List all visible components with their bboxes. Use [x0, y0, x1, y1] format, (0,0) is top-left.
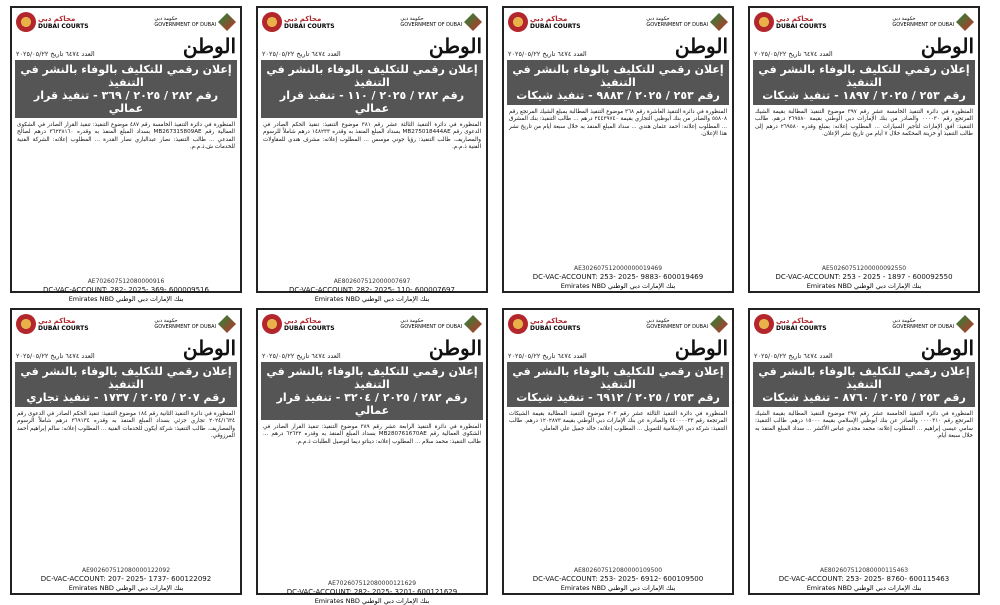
court-logo: محاكم دبي DUBAI COURTS: [508, 12, 581, 32]
court-logo: محاكم دبي DUBAI COURTS: [262, 314, 335, 334]
paper-name: الوطن: [182, 34, 236, 58]
iban-ref: AE802607512080000115463: [819, 567, 909, 574]
account-line: DC-VAC-ACCOUNT: 207- 2025- 1737- 600122092: [40, 575, 212, 583]
court-logo: محاكم دبي DUBAI COURTS: [16, 314, 89, 334]
court-logo: محاكم دبي DUBAI COURTS: [754, 314, 827, 334]
gov-emblem-icon: [710, 315, 728, 333]
bank-line: بنك الإمارات دبي الوطني Emirates NBD: [560, 584, 676, 592]
gov-logo: حكومة دبي GOVERNMENT OF DUBAI: [400, 315, 482, 333]
account-line: DC-VAC-ACCOUNT: 253 - 2025 - 1897 - 600092550: [775, 273, 953, 281]
title-band: إعلان رقمي للتكليف بالوفاء بالنشر في التنفيذ رقم ٢٠٧ / ٢٠٢٥ / ١٧٣٧ - تنفيذ تجاري: [15, 362, 237, 407]
gov-emblem-icon: [710, 13, 728, 31]
paper-name: الوطن: [920, 34, 974, 58]
bank-line: بنك الإمارات دبي الوطني Emirates NBD: [314, 295, 430, 303]
iban-ref: AE802607512000007697: [333, 278, 411, 285]
court-emblem-icon: [16, 12, 36, 32]
title-band: إعلان رقمي للتكليف بالوفاء بالنشر في التنفيذ رقم ٢٥٣ / ٢٠٢٥ / ١٨٩٧ - تنفيذ شيكات: [753, 60, 975, 105]
court-logo: محاكم دبي DUBAI COURTS: [754, 12, 827, 32]
notice-card: [10, 6, 242, 303]
account-line: DC-VAC-ACCOUNT: 253- 2025- 8760- 600115463: [778, 575, 950, 583]
title-band: إعلان رقمي للتكليف بالوفاء بالنشر في التنفيذ رقم ٢٨٢ / ٢٠٢٥ / ٣٦٩ - تنفيذ قرار عمالي: [15, 60, 237, 118]
gov-logo: حكومة دبي GOVERNMENT OF DUBAI: [154, 13, 236, 31]
bank-line: بنك الإمارات دبي الوطني Emirates NBD: [314, 597, 430, 605]
notice-body: المنظورة في دائرة التنفيذ الثالثة عشر رقم ٣٨١ موضوع التنفيذ: تنفيذ الحكم الصادر في الدعوى رقم MB275018444AE بسداد المبلغ المنفذ به وقدره ١٤٨٢٣٣ درهم شاملاً للرسوم والمصاريف. طالب التنفيذ: رؤيا جوني موسس ... المطلوب إعلانه: مشرف هندي للمقاولات الفنية ذ.م.م.: [263, 122, 482, 151]
bank-line: بنك الإمارات دبي الوطني Emirates NBD: [68, 584, 184, 592]
court-logo: محاكم دبي DUBAI COURTS: [16, 12, 89, 32]
notice-body: المنظورة في دائرة التنفيذ الثالثة عشر رقم ٣٠٣ موضوع التنفيذ المطالبة بقيمة الشيكات المرتجعة رقم ٤٤٠٠٠٠٣٣ والصادرة عن بنك الإمارات دبي الوطني بقيمة ١٢٠٢٨٧٣ درهم. طالب التنفيذ: شركة دبي الإسلامية للتمويل ... المطلوب إعلانه: خالد جميل علي العاملي.: [509, 411, 727, 432]
iban-ref: AE902607512080000122092: [81, 567, 171, 574]
gov-logo: حكومة دبي GOVERNMENT OF DUBAI: [892, 13, 974, 31]
paper-name: الوطن: [920, 336, 974, 360]
title-band: إعلان رقمي للتكليف بالوفاء بالنشر في التنفيذ رقم ٢٨٢ / ٢٠٢٥ / ٣٢٠٤ - تنفيذ قرار عمالي: [261, 362, 483, 420]
account-line: DC-VAC-ACCOUNT: 282- 2025- 110- 600007697: [289, 286, 455, 294]
gov-logo: حكومة دبي GOVERNMENT OF DUBAI: [892, 315, 974, 333]
court-emblem-icon: [16, 314, 36, 334]
gov-emblem-icon: [464, 13, 482, 31]
title-band: إعلان رقمي للتكليف بالوفاء بالنشر في التنفيذ رقم ٢٨٢ / ٢٠٢٥ / ١١٠ - تنفيذ قرار عمالي: [261, 60, 483, 118]
paper-name: الوطن: [674, 34, 728, 58]
issue-text: العدد ٦٤٧٤ تاريخ ٢٠٢٥/٠٥/٢٢: [508, 50, 587, 58]
paper-name: الوطن: [428, 34, 482, 58]
iban-ref: AE702607512080000916: [87, 278, 165, 285]
account-line: DC-VAC-ACCOUNT: 253- 2025- 6912- 600109500: [532, 575, 704, 583]
bank-line: بنك الإمارات دبي الوطني Emirates NBD: [806, 584, 922, 592]
notice-body: المنظورة في دائرة التنفيذ الخامسة عشر رقم ٣٩٧ موضوع التنفيذ المطالبة بقيمة الشيك المرتجع رقم ٠٠٠٠٣٠ والصادر من بنك الإمارات دبي الوطني بقيمة ٢٦٩٥٨٠ درهم. طالب التنفيذ: أفق الإمارات لتأجير السيارات ... المطلوب إعلانه: بمبلغ وقدره ٢٦٩٥٨٠ درهم إلى طالب التنفيذ أو خزينة المحكمة خلال ٧ أيام من تاريخ نشر الإعلان.: [755, 109, 974, 138]
bank-line: بنك الإمارات دبي الوطني Emirates NBD: [806, 282, 922, 290]
paper-name: الوطن: [428, 336, 482, 360]
court-emblem-icon: [262, 12, 282, 32]
gov-emblem-icon: [218, 315, 236, 333]
notice-card: [10, 308, 242, 595]
issue-text: العدد ٦٤٧٤ تاريخ ٢٠٢٥/٠٥/٢٢: [754, 50, 833, 58]
issue-text: العدد ٦٤٧٤ تاريخ ٢٠٢٥/٠٥/٢٢: [754, 352, 833, 360]
iban-ref: AE302607512000000019469: [573, 265, 663, 272]
iban-ref: AE50260751200000092550: [821, 265, 907, 272]
notice-body: المنظورة في دائرة التنفيذ الخامسة عشر رقم ٣٩٧ موضوع التنفيذ المطالبة بقيمة الشيك المرتجع رقم ٠٠٠٠٣١٠ والصادر عن بنك أبوظبي الإسلامي بقيمة ١٥٠٠٠ درهم. طالب التنفيذ: سامي عيسى إبراهيم ... المطلوب إعلانه: محمد مجدي عباس الأكشر ... سداد المبلغ المنفذ به خلال سبعة أيام.: [755, 411, 973, 440]
notice-card: [748, 6, 980, 293]
account-line: DC-VAC-ACCOUNT: 282- 2025- 3201- 600121629: [286, 588, 458, 596]
court-emblem-icon: [508, 12, 528, 32]
notice-card: [502, 6, 734, 293]
gov-emblem-icon: [464, 315, 482, 333]
notice-card: [256, 6, 488, 303]
issue-text: العدد ٦٤٧٤ تاريخ ٢٠٢٥/٠٥/٢٢: [508, 352, 587, 360]
notice-card: [748, 308, 980, 595]
notice-card: [256, 308, 488, 605]
gov-logo: حكومة دبي GOVERNMENT OF DUBAI: [646, 315, 728, 333]
issue-text: العدد ٦٤٧٤ تاريخ ٢٠٢٥/٠٥/٢٢: [16, 50, 95, 58]
notice-body: المنظورة في دائرة التنفيذ العاشرة رقم ٣٦٨ موضوع التنفيذ المطالبة بمبلغ الشيك المرتجع رقم ٥٥٨٠٨ والصادر من بنك أبوظبي التجاري بقيمة ٢٤٤٣٩٧٤٠ درهم ... طالب التنفيذ: بنك المشرق ... المطلوب إعلانه: أحمد عثمان هندي ... سداد المبلغ المنفذ به خلال سبعة أيام من تاريخ نشر هذا الإعلان.: [509, 109, 727, 138]
bank-line: بنك الإمارات دبي الوطني Emirates NBD: [560, 282, 676, 290]
iban-ref: AE802607512080000109500: [573, 567, 663, 574]
bank-line: بنك الإمارات دبي الوطني Emirates NBD: [68, 295, 184, 303]
court-emblem-icon: [754, 314, 774, 334]
gov-logo: حكومة دبي GOVERNMENT OF DUBAI: [154, 315, 236, 333]
notice-body: المنظورة في دائرة التنفيذ الرابعة عشر رقم ٣٨٩ موضوع التنفيذ: تنفيذ القرار الصادر في الشكوى العمالية رقم MB280761670AE بسداد المبلغ المنفذ به وقدره ٦٢٦٣٢ درهم ... طالب التنفيذ: محمد سلام ... المطلوب إعلانه: ديناتو ديما لتوصيل الطلبات ذ.م.م.: [263, 424, 481, 445]
paper-name: الوطن: [182, 336, 236, 360]
iban-ref: AE702607512080000121629: [327, 580, 417, 587]
gov-emblem-icon: [218, 13, 236, 31]
court-emblem-icon: [754, 12, 774, 32]
issue-text: العدد ٦٤٧٤ تاريخ ٢٠٢٥/٠٥/٢٢: [16, 352, 95, 360]
gov-emblem-icon: [956, 13, 974, 31]
paper-name: الوطن: [674, 336, 728, 360]
title-band: إعلان رقمي للتكليف بالوفاء بالنشر في التنفيذ رقم ٢٥٣ / ٢٠٢٥ / ٨٧٦٠ - تنفيذ شيكات: [753, 362, 975, 407]
account-line: DC-VAC-ACCOUNT: 282- 2025- 369- 600009516: [43, 286, 209, 294]
gov-logo: حكومة دبي GOVERNMENT OF DUBAI: [646, 13, 728, 31]
account-line: DC-VAC-ACCOUNT: 253- 2025- 9883- 600019469: [532, 273, 704, 281]
court-logo: محاكم دبي DUBAI COURTS: [262, 12, 335, 32]
title-band: إعلان رقمي للتكليف بالوفاء بالنشر في التنفيذ رقم ٢٥٣ / ٢٠٢٥ / ٩٨٨٣ - تنفيذ شيكات: [507, 60, 729, 105]
issue-text: العدد ٦٤٧٤ تاريخ ٢٠٢٥/٠٥/٢٢: [262, 352, 341, 360]
notice-card: [502, 308, 734, 595]
court-emblem-icon: [508, 314, 528, 334]
court-logo: محاكم دبي DUBAI COURTS: [508, 314, 581, 334]
issue-text: العدد ٦٤٧٤ تاريخ ٢٠٢٥/٠٥/٢٢: [262, 50, 341, 58]
notice-body: المنظورة في دائرة التنفيذ الخامسة رقم ٤٨٧ موضوع التنفيذ: تنفيذ القرار الصادر في الشكوى العمالية رقم MB267315809AE بسداد المبلغ المنفذ به وقدره ٣٦٢٣٨١٦٠ درهم لصالح المدعي ... طالب التنفيذ: نصار عبدالباري نصار القدرة ... المطلوب إعلانه: الشركة الفنية للخدمات ش.ذ.م.م.: [17, 122, 235, 151]
gov-emblem-icon: [956, 315, 974, 333]
notice-body: المنظورة في دائرة التنفيذ الثانية رقم ١٨٤ موضوع التنفيذ: تنفيذ الحكم الصادر في الدعوى رقم ٢٠٢٤/١٦٣٤ تجاري جزئي بسداد المبلغ المنفذ به وقدره ٣٦٩١٣٤ درهم شاملاً الرسوم والمصاريف. طالب التنفيذ: شركة أيكون للخدمات الفنية ... المطلوب إعلانه: سالم إبراهيم أحمد المرزوقي.: [17, 411, 235, 440]
court-emblem-icon: [262, 314, 282, 334]
gov-logo: حكومة دبي GOVERNMENT OF DUBAI: [400, 13, 482, 31]
title-band: إعلان رقمي للتكليف بالوفاء بالنشر في التنفيذ رقم ٢٥٣ / ٢٠٢٥ / ٦٩١٢ - تنفيذ شيكات: [507, 362, 729, 407]
